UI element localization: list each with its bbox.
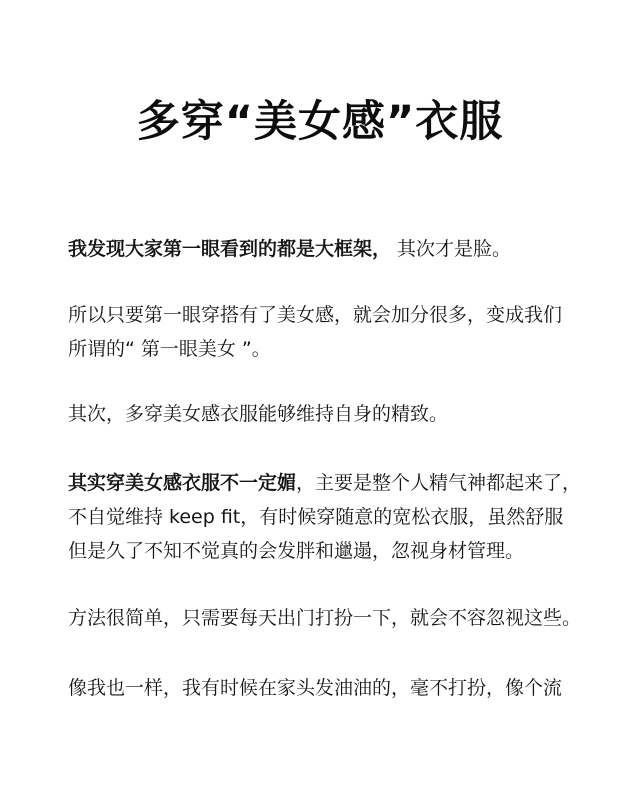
paragraph-4-line-2: 不自觉维持 keep fit，有时候穿随意的宽松衣服，虽然舒服 (68, 506, 564, 528)
paragraph-1-text: 其次才是脸。 (391, 238, 512, 260)
paragraph-1-line-1 (68, 232, 588, 266)
paragraph-2 (68, 298, 588, 366)
paragraph-4-text: ，主要是整个人精气神都起来了， (296, 472, 582, 494)
paragraph-6 (68, 671, 588, 705)
paragraph-5 (68, 601, 588, 635)
paragraph-4 (68, 466, 588, 568)
paragraph-4-bold-text: 其实穿美女感衣服不一定媚 (68, 472, 297, 494)
paragraph-1-bold-text: 我发现大家第一眼看到的都是大框架， (68, 238, 392, 260)
paragraph-5-line-1: 方法很简单，只需要每天出门打扮一下，就会不容忽视这些。 (68, 607, 582, 629)
paragraph-3-line-1: 其次，多穿美女感衣服能够维持自身的精致。 (68, 403, 449, 425)
page-title: 多穿“美女感”衣服 (136, 97, 504, 147)
paragraph-3 (68, 397, 588, 431)
paragraph-2-line-2: 所谓的“ 第一眼美女 ”。 (68, 338, 271, 360)
paragraph-4-line-3: 但是久了不知不觉真的会发胖和邋遢，忽视身材管理。 (68, 540, 525, 562)
paragraph-1 (68, 232, 588, 266)
paragraph-2-line-1: 所以只要第一眼穿搭有了美女感，就会加分很多，变成我们 (68, 304, 563, 326)
paragraph-6-line-1: 像我也一样，我有时候在家头发油油的，毫不打扮，像个流 (68, 677, 563, 699)
paragraph-4-line-1 (68, 466, 588, 500)
